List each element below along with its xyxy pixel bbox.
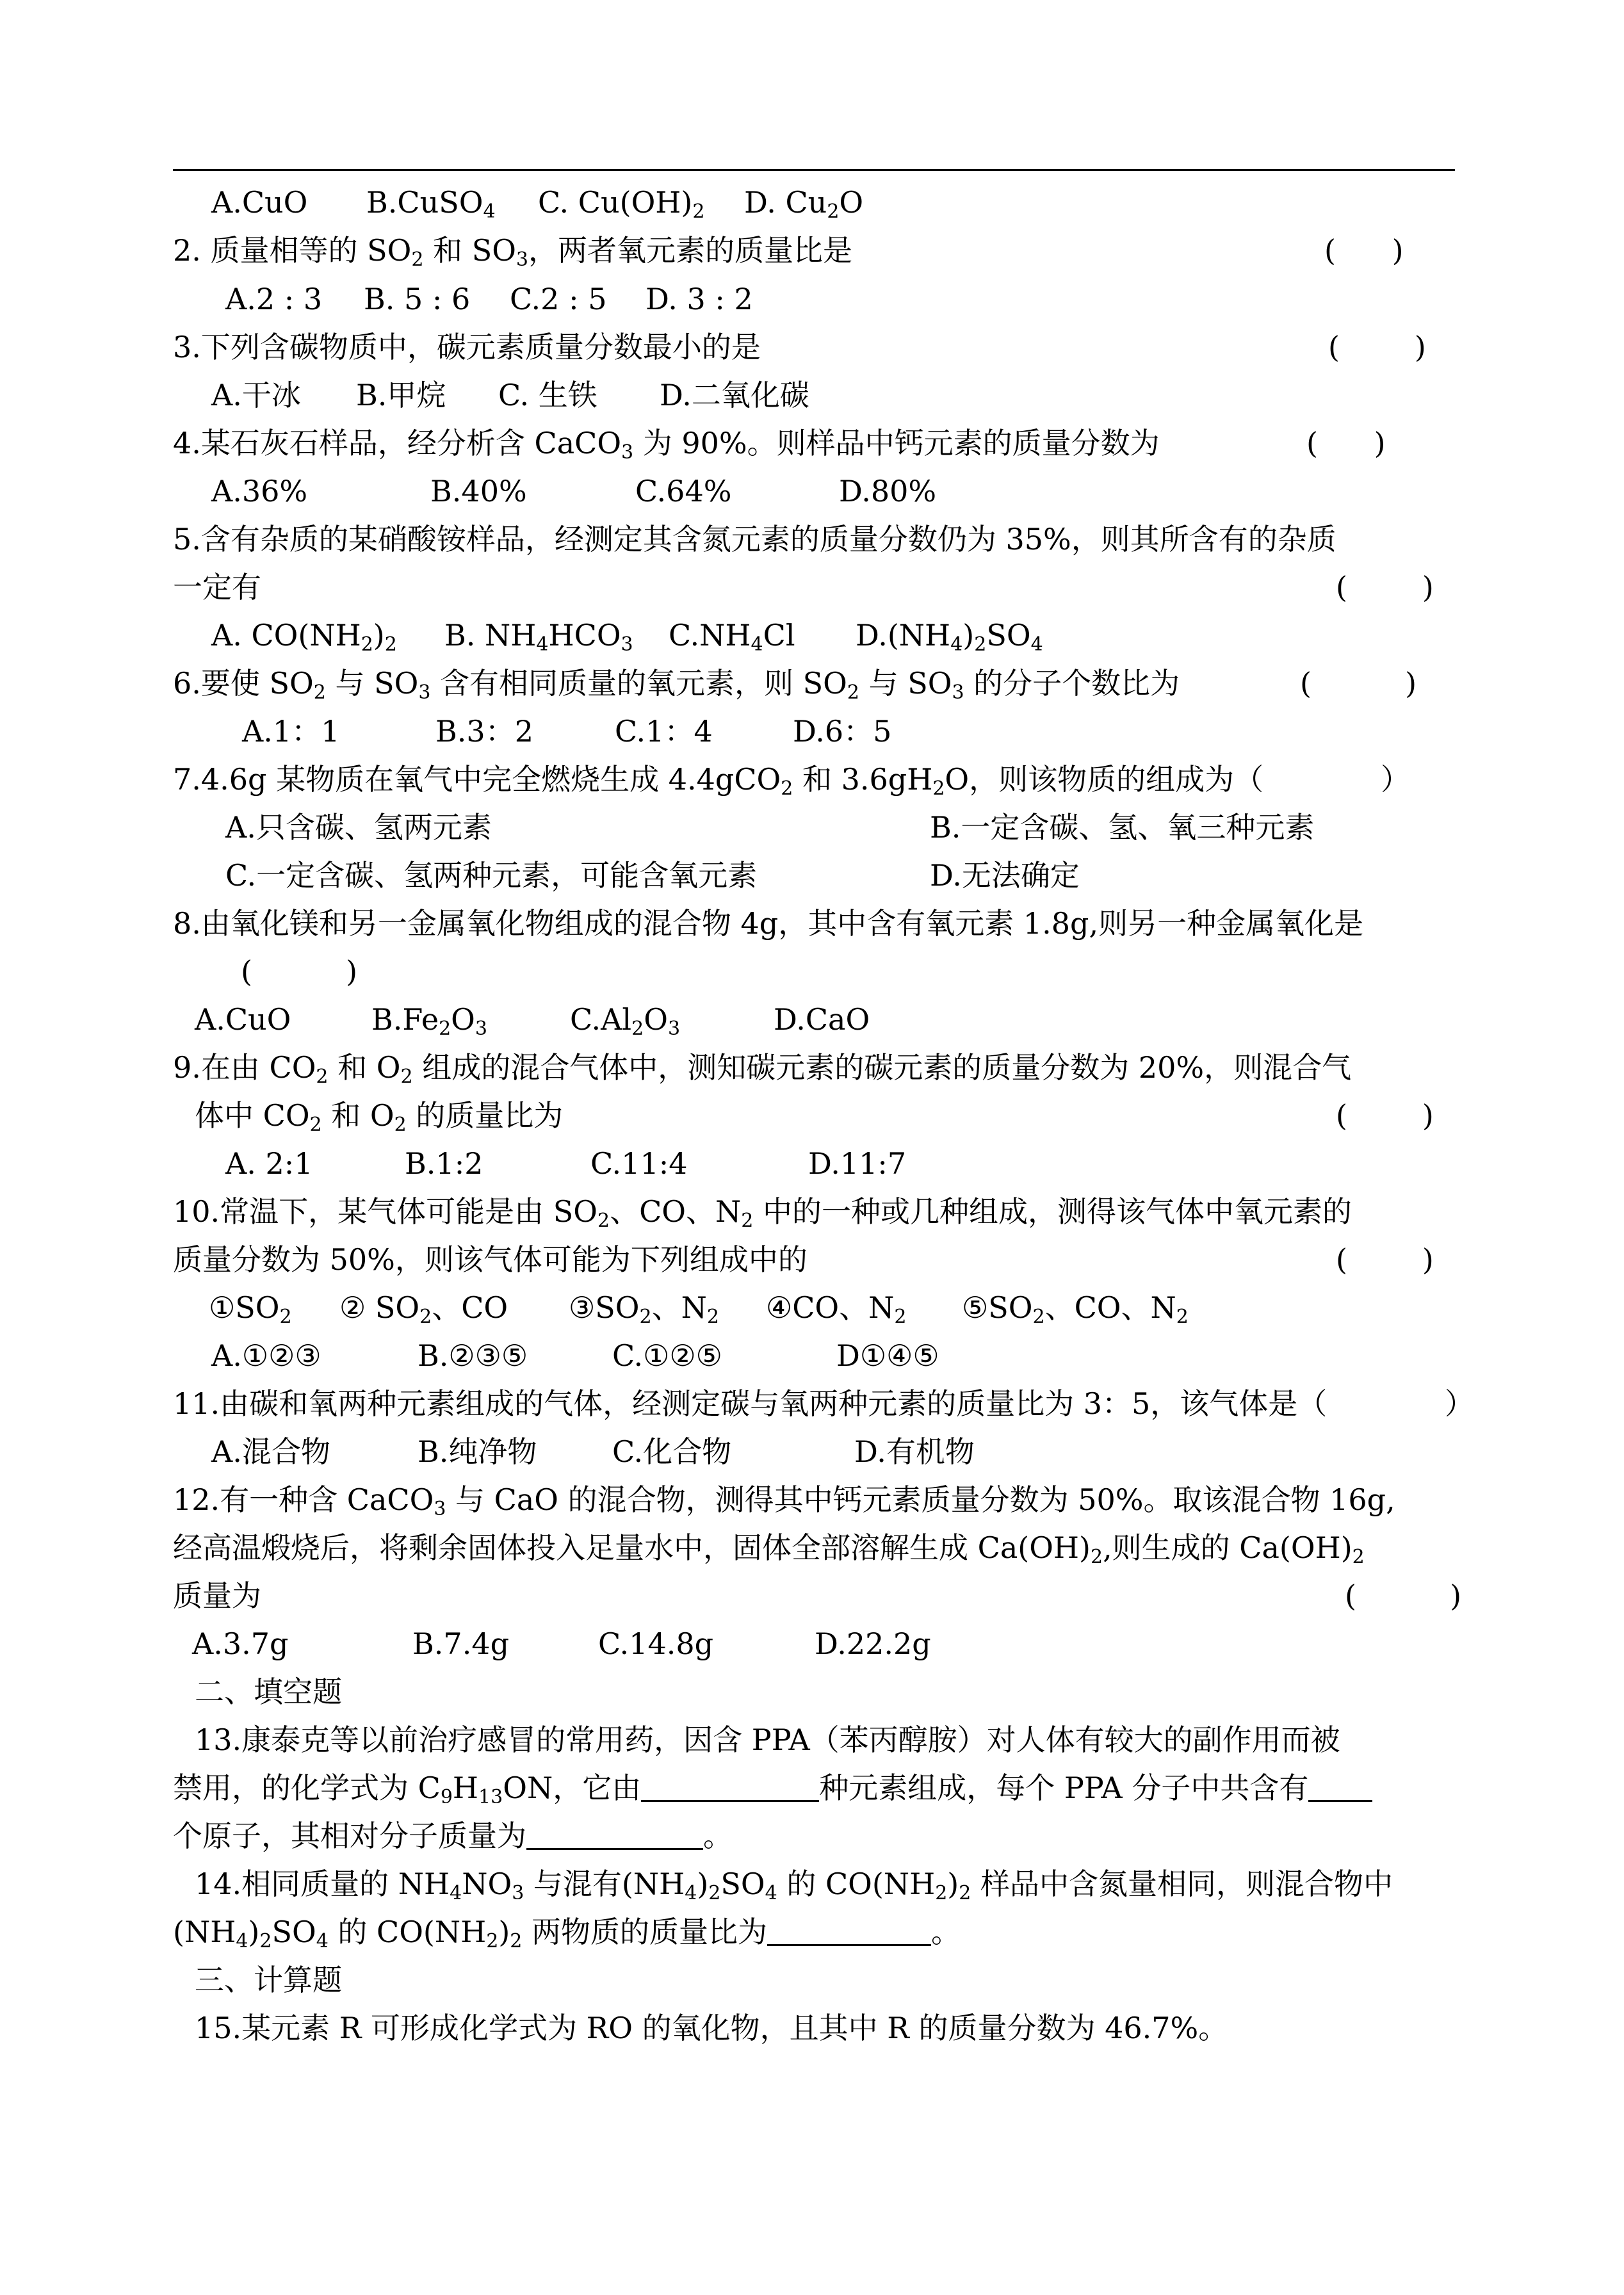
q1-option-a: A.CuO <box>211 185 308 220</box>
q4-option-a: A.36% <box>211 474 308 508</box>
q11-answer-bracket: ） <box>1445 1386 1474 1421</box>
q13-stem-line1: 13.康泰克等以前治疗感冒的常用药，因含 PPA（苯丙醇胺）对人体有较大的副作用而被 <box>195 1723 1340 1757</box>
q12-stem-line2: 经高温煅烧后，将剩余固体投入足量水中，固体全部溶解生成 $Ca(OH)_2$,则生成的 $Ca(OH)_2$ <box>173 1530 1365 1568</box>
q10-stem-line1: 10.常温下，某气体可能是由 $SO_2$、CO、$N_2$ 中的一种或几种组成，测得该气体中氧元素的 <box>173 1194 1352 1232</box>
q6-option-d: D.6：5 <box>793 714 892 749</box>
q7-option-a: A.只含碳、氢两元素 <box>225 810 492 845</box>
q9-stem-line2: 体中 $CO_2$ 和 $O_2$ 的质量比为 <box>195 1098 564 1136</box>
q10-option-c: C.①②⑤ <box>612 1338 722 1373</box>
q11-option-c: C.化合物 <box>612 1434 732 1469</box>
q6-option-a: A.1：1 <box>242 714 340 749</box>
q7-option-d: D.无法确定 <box>930 858 1080 893</box>
q2-option-b: B. 5 : 6 <box>364 282 471 316</box>
q8-option-d: D.CaO <box>774 1002 870 1037</box>
q1-option-d: D. $Cu_2O$ <box>744 185 864 223</box>
q9-stem-line1: 9.在由 $CO_2$ 和 $O_2$ 组成的混合气体中，测知碳元素的碳元素的质量分数为 20%，则混合气 <box>173 1050 1352 1088</box>
q9-option-d: D.11:7 <box>808 1146 907 1181</box>
section-fill-in-title: 二、填空题 <box>195 1675 342 1709</box>
q4-option-c: C.64% <box>635 474 732 508</box>
q13-stem-line2: 禁用，的化学式为 $C_9H_{13}ON$，它由 种元素组成，每个 PPA 分子中共含有 <box>173 1768 1372 1808</box>
q4-option-b: B.40% <box>430 474 527 508</box>
q10-combo-3: $③SO_2$、$N_2$ <box>569 1290 719 1328</box>
q3-option-d: D.二氧化碳 <box>660 378 809 412</box>
header-rule <box>173 169 1455 171</box>
q10-combo-4: ④CO、$N_2$ <box>766 1290 907 1328</box>
q1-option-b: B.CuSO$_4$ <box>366 185 496 223</box>
q3-option-c: C. 生铁 <box>498 378 597 412</box>
q7-option-b: B.一定含碳、氢、氧三种元素 <box>930 810 1315 845</box>
q7-stem: 7.4.6g 某物质在氧气中完全燃烧生成 4.4gCO$_2$ 和 $3.6gH_2O$，则该物质的组成为（ <box>173 762 1264 800</box>
q2-option-a: A.2 : 3 <box>225 282 323 316</box>
q7-option-c: C.一定含碳、氢两种元素，可能含氧元素 <box>225 858 758 893</box>
q12-option-d: D.22.2g <box>815 1626 931 1661</box>
q5-option-c: $C.NH_4Cl$ <box>669 618 795 656</box>
q2-option-d: D. 3 : 2 <box>646 282 753 316</box>
q2-option-c: C.2 : 5 <box>510 282 607 316</box>
q9-answer-bracket: ( ) <box>1336 1098 1434 1133</box>
q14-stem-line2: $(NH_4)_2SO_4$ 的 $CO(NH_2)_2$ 两物质的质量比为 。 <box>173 1915 961 1952</box>
q15-stem: 15.某元素 R 可形成化学式为 RO 的氧化物，且其中 R 的质量分数为 46.7%。 <box>195 2011 1228 2045</box>
q10-combo-5: $⑤SO_2$、CO、$N_2$ <box>962 1290 1189 1328</box>
q5-stem-line1: 5.含有杂质的某硝酸铵样品，经测定其含氮元素的质量分数仍为 35%，则其所含有的杂质 <box>173 522 1336 556</box>
q5-stem-line2: 一定有 <box>173 570 261 604</box>
q13-stem-line3: 个原子，其相对分子质量为 。 <box>173 1819 733 1853</box>
q9-option-a: A. 2:1 <box>225 1146 313 1181</box>
q12-option-c: C.14.8g <box>598 1626 714 1661</box>
q6-answer-bracket: ( ) <box>1300 666 1417 701</box>
q10-answer-bracket: ( ) <box>1336 1242 1434 1277</box>
q4-answer-bracket: ( ) <box>1306 426 1386 460</box>
q8-option-a: A.CuO <box>195 1002 291 1037</box>
q8-option-b: $B.Fe_2O_3$ <box>371 1002 487 1040</box>
q12-option-a: A.3.7g <box>192 1626 289 1661</box>
q8-stem: 8.由氧化镁和另一金属氧化物组成的混合物 4g，其中含有氧元素 1.8g,则另一种金属氧化是 <box>173 906 1364 941</box>
q13-blank-mass[interactable] <box>526 1820 703 1850</box>
q4-stem: 4.某石灰石样品，经分析含 CaCO$_3$ 为 90%。则样品中钙元素的质量分数为 <box>173 426 1160 464</box>
q5-option-d: $D.(NH_4)_2SO_4$ <box>856 618 1043 656</box>
q12-answer-bracket: ( ) <box>1345 1578 1462 1613</box>
q10-stem-line2: 质量分数为 50%，则该气体可能为下列组成中的 <box>173 1242 808 1277</box>
q5-answer-bracket: ( ) <box>1336 570 1434 604</box>
q1-option-c: C. $Cu(OH)_2$ <box>538 185 705 223</box>
q3-answer-bracket: ( ) <box>1328 330 1426 364</box>
q5-option-b: B. $NH_4HCO_3$ <box>444 618 633 656</box>
q3-option-b: B.甲烷 <box>356 378 446 412</box>
q11-option-b: B.纯净物 <box>418 1434 537 1469</box>
q2-answer-bracket: ( ) <box>1324 233 1404 268</box>
q2-stem: 2. 质量相等的 $SO_2$ 和 $SO_3$，两者氧元素的质量比是 <box>173 233 853 271</box>
q6-stem: 6.要使 $SO_2$ 与 $SO_3$ 含有相同质量的氧元素，则 $SO_2$ 与 $SO_3$ 的分子个数比为 <box>173 666 1180 704</box>
q7-answer-bracket: ） <box>1381 762 1410 797</box>
q9-option-c: C.11:4 <box>590 1146 688 1181</box>
q11-option-a: A.混合物 <box>211 1434 330 1469</box>
q4-option-d: D.80% <box>839 474 937 508</box>
q11-stem: 11.由碳和氧两种元素组成的气体，经测定碳与氧两种元素的质量比为 3：5，该气体是（ <box>173 1386 1328 1421</box>
q5-option-a: A. $CO(NH_2)_2$ <box>211 618 397 656</box>
q11-option-d: D.有机物 <box>854 1434 975 1469</box>
q10-option-b: B.②③⑤ <box>418 1338 528 1373</box>
q13-blank-elements[interactable] <box>641 1772 819 1802</box>
q8-option-c: $C.Al_2O_3$ <box>570 1002 681 1040</box>
q12-stem-line3: 质量为 <box>173 1578 261 1613</box>
q3-option-a: A.干冰 <box>211 378 301 412</box>
q3-stem: 3.下列含碳物质中，碳元素质量分数最小的是 <box>173 330 761 364</box>
q14-blank-ratio[interactable] <box>767 1916 931 1946</box>
section-calculation-title: 三、计算题 <box>195 1963 342 1997</box>
q8-answer-bracket: ( ) <box>241 954 358 989</box>
q10-option-d: D①④⑤ <box>836 1338 939 1373</box>
q10-combo-2: ② $SO_2$、CO <box>339 1290 508 1328</box>
q10-combo-1: $①SO_2$ <box>209 1290 292 1328</box>
q13-blank-atoms[interactable] <box>1308 1772 1372 1802</box>
q10-option-a: A.①②③ <box>211 1338 321 1373</box>
q9-option-b: B.1:2 <box>405 1146 483 1181</box>
q12-stem-line1: 12.有一种含 CaCO$_3$ 与 CaO 的混合物，测得其中钙元素质量分数为 50%。取该混合物 16g, <box>173 1482 1395 1520</box>
q12-option-b: B.7.4g <box>412 1626 510 1661</box>
q6-option-b: B.3：2 <box>435 714 533 749</box>
q6-option-c: C.1：4 <box>615 714 713 749</box>
q14-stem-line1: 14.相同质量的 $NH_4NO_3$ 与混有$(NH_4)_2SO_4$ 的 $CO(NH_2)_2$ 样品中含氮量相同，则混合物中 <box>195 1867 1393 1904</box>
